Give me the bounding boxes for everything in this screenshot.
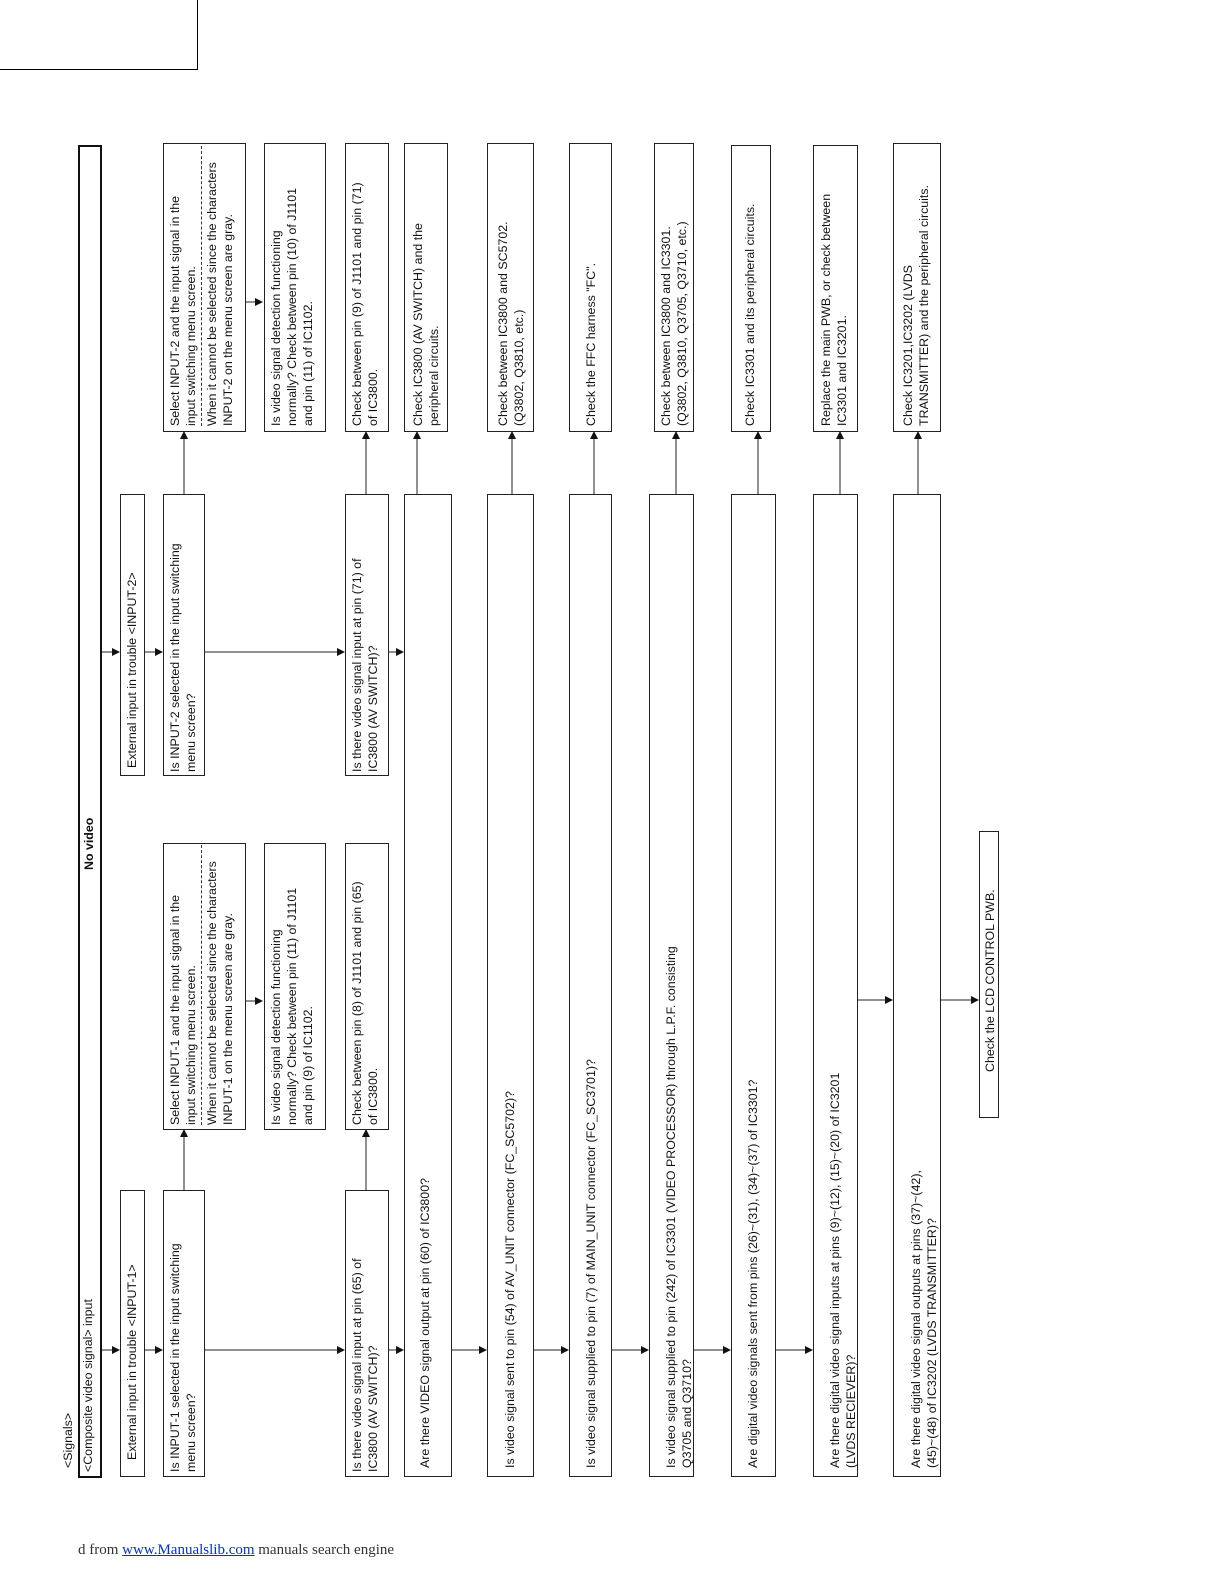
chain-action-6: Replace the main PWB, or check between IC3301 and IC3201. <box>819 193 850 426</box>
footer-prefix: d from <box>78 1542 123 1558</box>
chain-action-4: Check between IC3800 and IC3301. (Q3802, Q3810, Q3705, Q3710, etc.) <box>659 221 690 426</box>
input2-select-action <box>167 146 237 426</box>
chain-question-3: Is video signal supplied to pin (7) of MAIN_UNIT connector (FC_SC3701)? <box>584 1059 598 1468</box>
dashed-divider <box>201 146 202 426</box>
input2-av-action: Check between pin (9) of J1101 and pin (71) of IC3800. <box>350 182 381 426</box>
no-video-label: No video <box>82 817 96 870</box>
footer <box>78 1542 394 1559</box>
final-text: Check the LCD CONTROL PWB. <box>983 889 997 1072</box>
chain-action-1: Check IC3800 (AV SWITCH) and the peripheral circuits. <box>411 223 442 426</box>
input2-av-question: Is there video signal input at pin (71) of IC3800 (AV SWITCH)? <box>350 558 381 772</box>
chain-action-7: Check IC3201,IC3202 (LVDS TRANSMITTER) and the peripheral circuits. <box>901 184 932 426</box>
dashed-divider <box>201 845 202 1125</box>
chain-action-3: Check the FFC harness "FC". <box>584 262 598 426</box>
input1-select-text: Select INPUT-1 and the input signal in the input switching menu screen. <box>168 894 199 1125</box>
chain-question-2: Is video signal sent to pin (54) of AV_UNIT connector (FC_SC5702)? <box>503 1091 517 1468</box>
composite-input-label: <Composite video signal> input <box>81 1299 95 1472</box>
manualslib-link[interactable]: www.Manualslib.com <box>122 1542 255 1558</box>
chain-question-6: Are there digital video signal inputs at pins (9)~(12), (15)~(20) of IC3201 (LVDS RECIEVER)? <box>828 1072 859 1468</box>
input1-av-question: Is there video signal input at pin (65) of IC3800 (AV SWITCH)? <box>350 1258 381 1472</box>
input1-av-action: Check between pin (8) of J1101 and pin (65) of IC3800. <box>350 881 381 1125</box>
input1-gray-text: When it cannot be selected since the characters INPUT-1 on the menu screen are gray. <box>205 861 236 1125</box>
input1-trouble-text: External input in trouble <INPUT-1> <box>125 1264 139 1460</box>
chain-question-1: Are there VIDEO signal output at pin (60) of IC3800? <box>418 1178 432 1468</box>
input2-selected-question: Is INPUT-2 selected in the input switching menu screen? <box>168 543 199 772</box>
footer-suffix: manuals search engine <box>254 1542 395 1558</box>
input1-select-action <box>167 845 237 1125</box>
input1-detect-question: Is video signal detection functioning normally? Check between pin (11) of J1101 and pin (9) of IC1102. <box>269 887 316 1125</box>
input2-select-text: Select INPUT-2 and the input signal in the input switching menu screen. <box>168 195 199 426</box>
input2-detect-question: Is video signal detection functioning normally? Check between pin (10) of J1101 and pin (11) of IC1102. <box>269 187 316 426</box>
chain-action-2: Check between IC3800 and SC5702. (Q3802, Q3810, etc.) <box>496 221 527 426</box>
chain-question-4: Is video signal supplied to pin (242) of IC3301 (VIDEO PROCESSOR) through L.P.F. consisting Q3705 and Q3710? <box>664 946 695 1468</box>
input1-selected-question: Is INPUT-1 selected in the input switching menu screen? <box>168 1243 199 1472</box>
composite-input-box <box>78 145 102 1478</box>
chain-question-7: Are there digital video signal outputs at pins (37)~(42), (45)~(48) of IC3202 (LVDS TRANSMITTER)? <box>909 1170 940 1468</box>
chain-question-5: Are digital video signals sent from pins (26)~(31), (34)~(37) of IC3301? <box>746 1079 760 1468</box>
input2-trouble-text: External input in trouble <INPUT-2> <box>125 572 139 768</box>
chain-action-5: Check IC3301 and its peripheral circuits. <box>743 203 757 426</box>
input2-gray-text: When it cannot be selected since the characters INPUT-2 on the menu screen are gray. <box>205 162 236 426</box>
signals-label: <Signals> <box>61 1412 75 1468</box>
